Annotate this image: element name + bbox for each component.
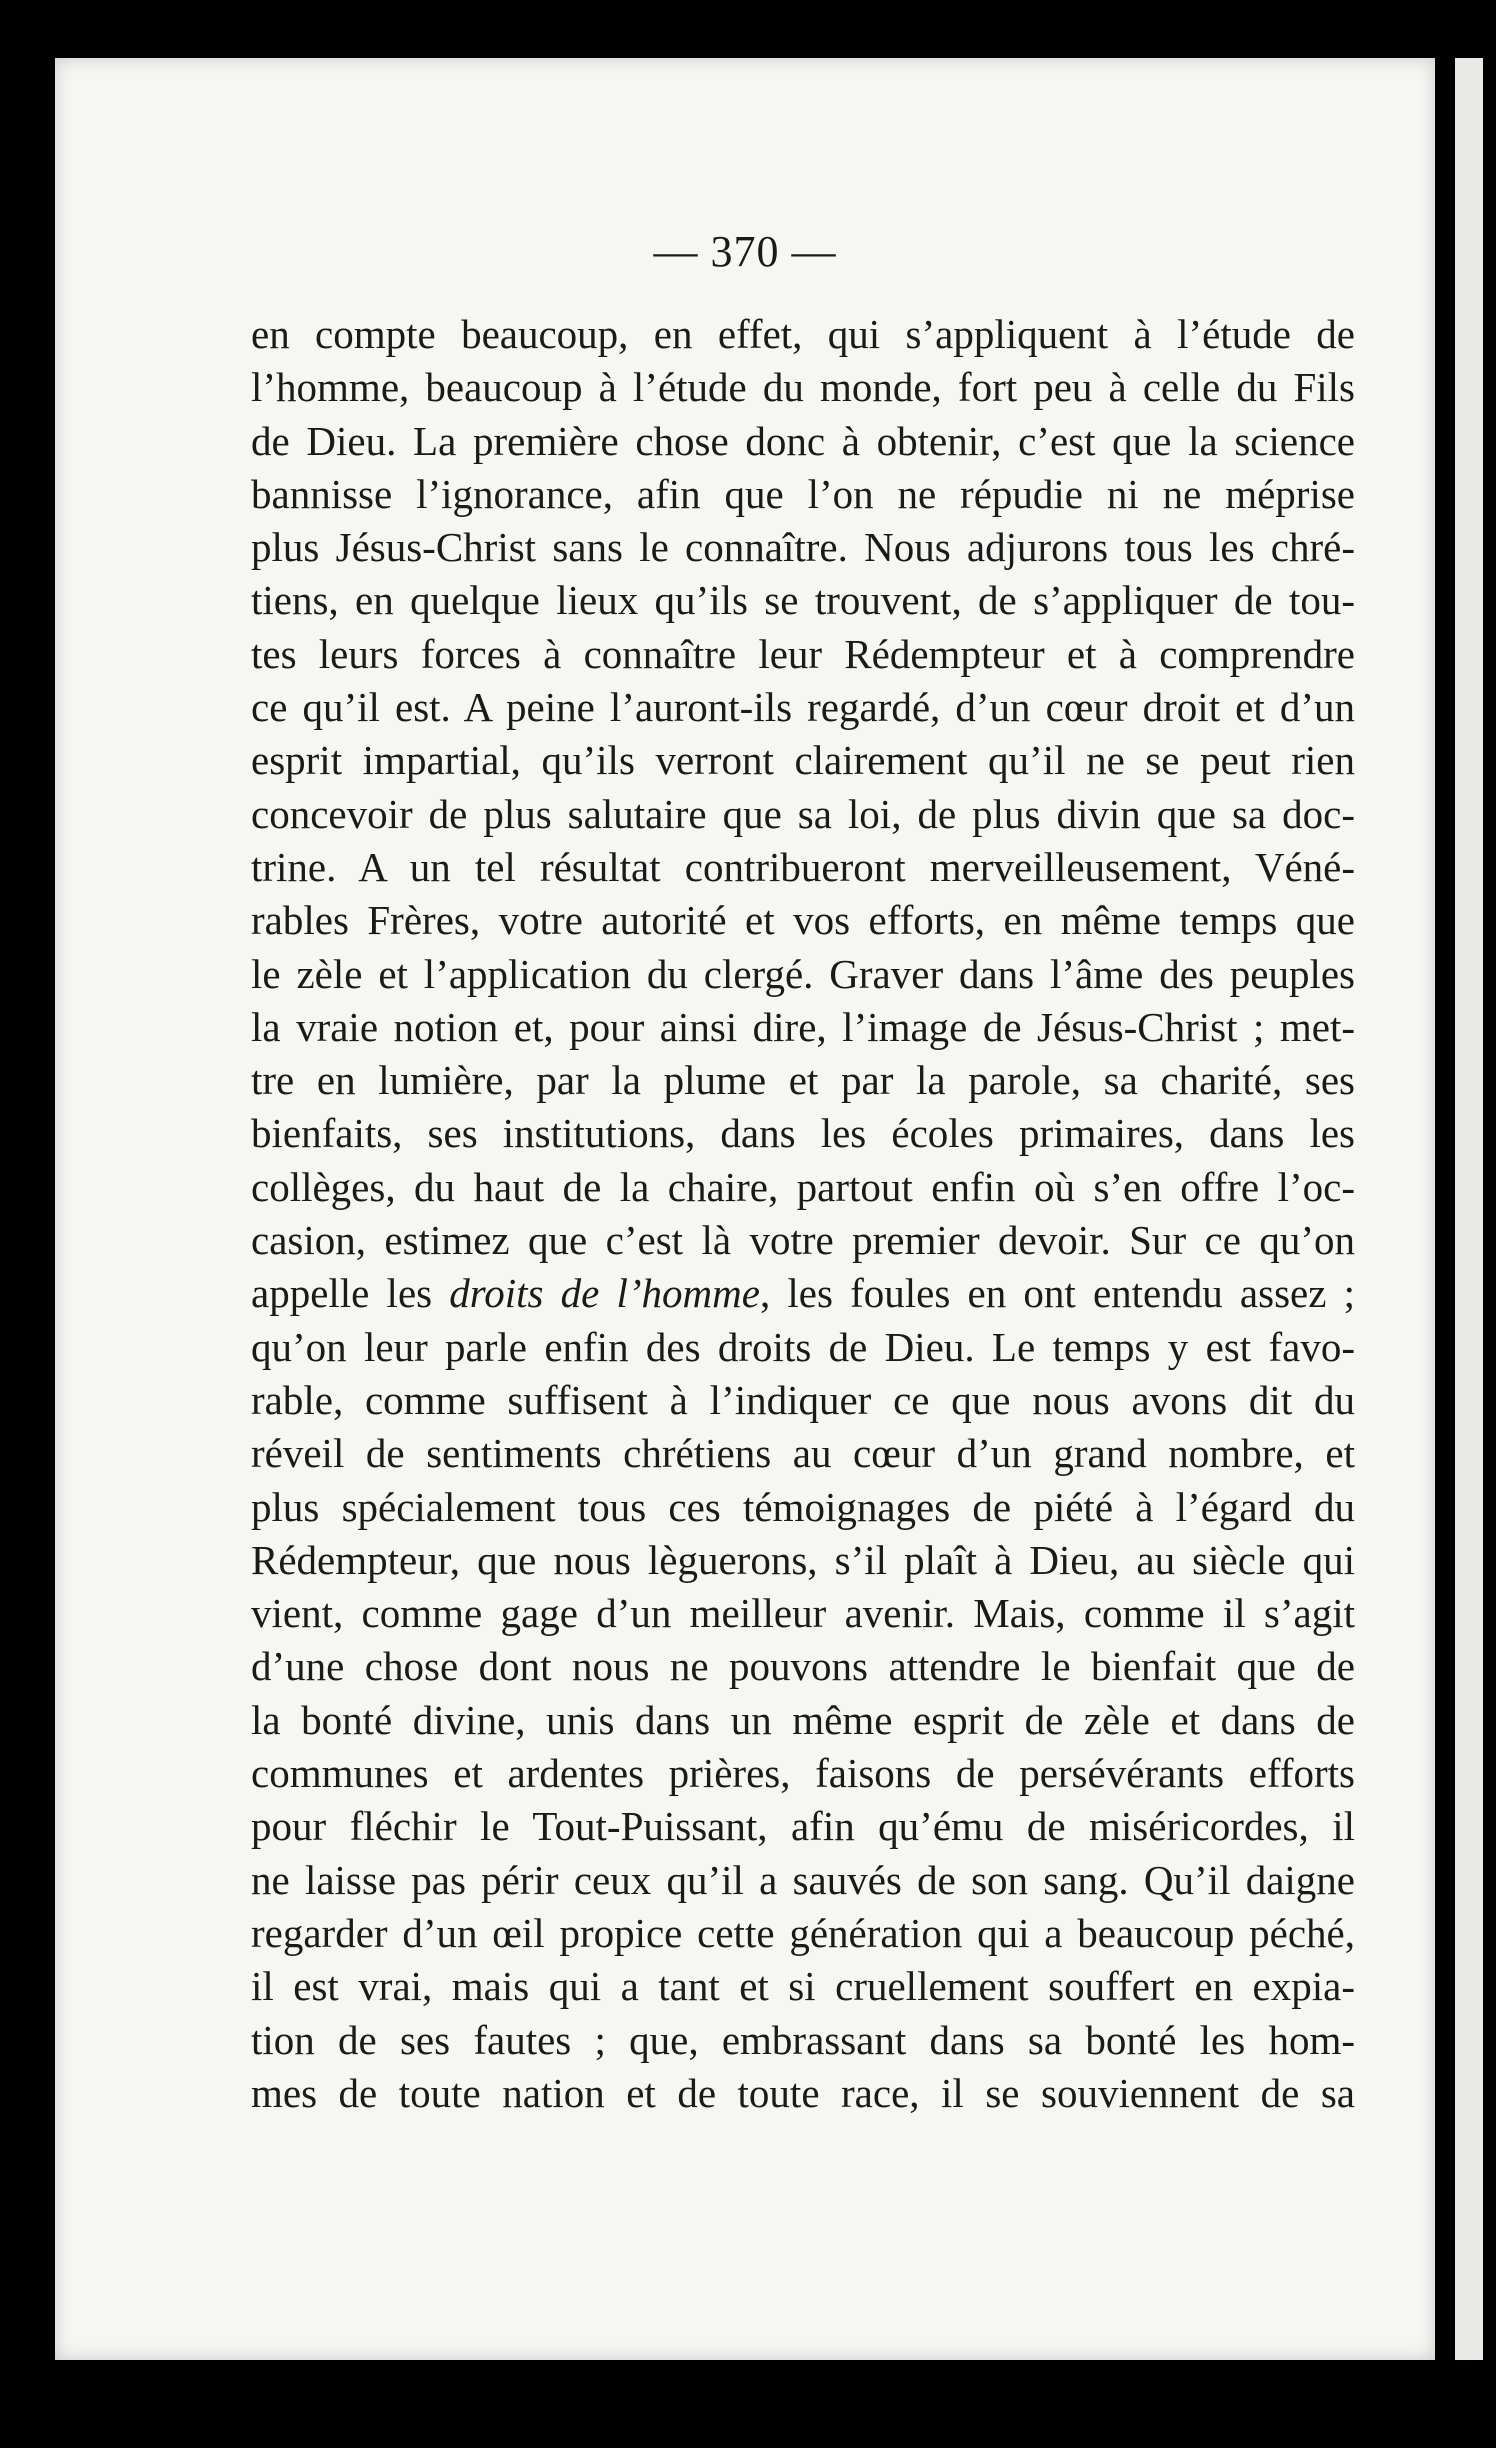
page-edge (1455, 58, 1483, 2360)
body-text (251, 308, 1355, 2120)
text-line: vient, comme gage d’un meilleur avenir. Mais, comme il s’agit (251, 1590, 1355, 1637)
italic-phrase: droits de l’homme (449, 1270, 760, 1317)
text-line: casion, estimez que c’est là votre premier devoir. Sur ce qu’on (251, 1217, 1355, 1264)
text-segment: , les foules en ont entendu assez ; (759, 1270, 1356, 1317)
text-line: bienfaits, ses institutions, dans les écoles primaires, dans les (251, 1110, 1355, 1157)
book-page (55, 58, 1435, 2360)
text-line: regarder d’un œil propice cette génération qui a beaucoup péché, (251, 1909, 1355, 1956)
text-line: ce qu’il est. A peine l’auront-ils regardé, d’un cœur droit et d’un (251, 684, 1355, 731)
text-line: concevoir de plus salutaire que sa loi, de plus divin que sa doc- (251, 790, 1355, 837)
text-line: tiens, en quelque lieux qu’ils se trouvent, de s’appliquer de tou- (251, 577, 1355, 624)
text-segment: appelle les (251, 1270, 450, 1317)
text-line: collèges, du haut de la chaire, partout enfin où s’en offre l’oc- (251, 1163, 1355, 1210)
text-line: tion de ses fautes ; que, embrassant dans sa bonté les hom- (251, 2016, 1355, 2063)
text-line: l’homme, beaucoup à l’étude du monde, fort peu à celle du Fils (251, 364, 1355, 411)
text-line: tes leurs forces à connaître leur Rédempteur et à comprendre (251, 630, 1355, 677)
text-line: réveil de sentiments chrétiens au cœur d’un grand nombre, et (251, 1430, 1355, 1477)
text-line: plus spécialement tous ces témoignages de piété à l’égard du (251, 1483, 1355, 1530)
text-line: tre en lumière, par la plume et par la parole, sa charité, ses (251, 1057, 1355, 1104)
text-line: trine. A un tel résultat contribueront merveilleusement, Véné- (251, 843, 1355, 890)
text-line: rables Frères, votre autorité et vos efforts, en même temps que (251, 897, 1355, 944)
text-line (251, 1267, 1355, 1320)
text-line: communes et ardentes prières, faisons de persévérants efforts (251, 1750, 1355, 1797)
text-line: qu’on leur parle enfin des droits de Dieu. Le temps y est favo- (251, 1323, 1355, 1370)
text-line: la bonté divine, unis dans un même esprit de zèle et dans de (251, 1696, 1355, 1743)
text-line: il est vrai, mais qui a tant et si cruellement souffert en expia- (251, 1963, 1355, 2010)
text-line: esprit impartial, qu’ils verront clairement qu’il ne se peut rien (251, 737, 1355, 784)
text-line: Rédempteur, que nous lèguerons, s’il plaît à Dieu, au siècle qui (251, 1536, 1355, 1583)
text-line: en compte beaucoup, en effet, qui s’appliquent à l’étude de (251, 311, 1355, 357)
text-line: d’une chose dont nous ne pouvons attendre le bienfait que de (251, 1643, 1355, 1690)
text-line: bannisse l’ignorance, afin que l’on ne répudie ni ne méprise (251, 470, 1355, 517)
text-line: de Dieu. La première chose donc à obtenir, c’est que la science (251, 417, 1355, 464)
text-line: la vraie notion et, pour ainsi dire, l’image de Jésus-Christ ; met- (251, 1003, 1355, 1050)
text-line: pour fléchir le Tout-Puissant, afin qu’ému de miséricordes, il (251, 1803, 1355, 1850)
text-line: plus Jésus-Christ sans le connaître. Nous adjurons tous les chré- (251, 524, 1355, 571)
text-line: rable, comme suffisent à l’indiquer ce que nous avons dit du (251, 1376, 1355, 1423)
text-line: le zèle et l’application du clergé. Graver dans l’âme des peuples (251, 950, 1355, 997)
text-line: mes de toute nation et de toute race, il se souviennent de sa (251, 2069, 1355, 2116)
page-number: — 370 — (653, 227, 837, 276)
text-line: ne laisse pas périr ceux qu’il a sauvés de son sang. Qu’il daigne (251, 1856, 1355, 1903)
